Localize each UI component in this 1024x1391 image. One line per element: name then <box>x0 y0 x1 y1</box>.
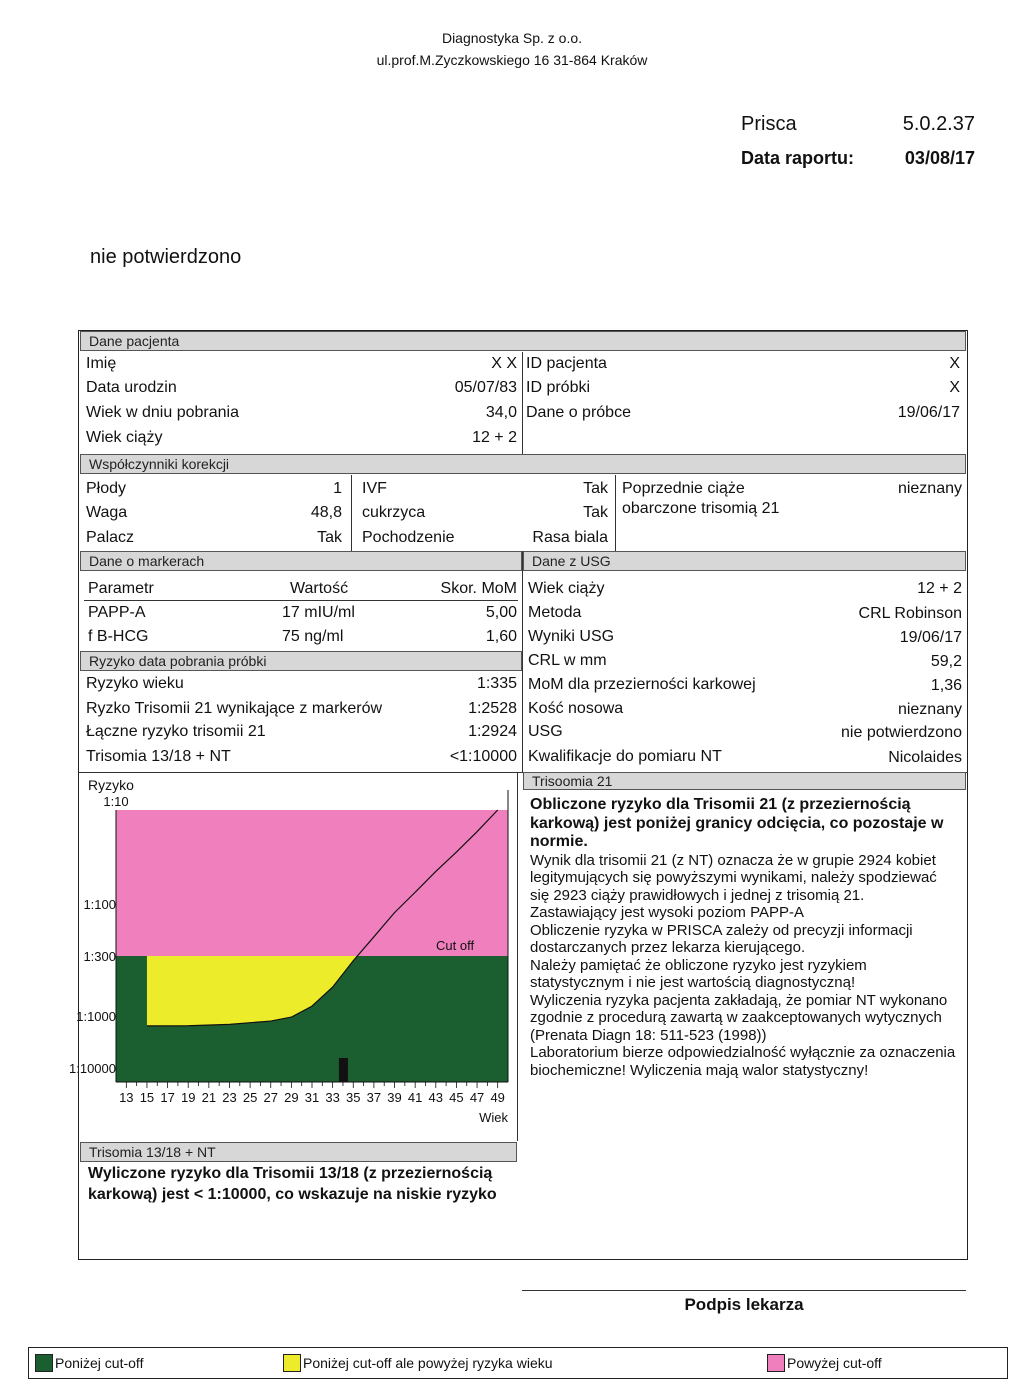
usg-label: Kwalifikacje do pomiaru NT <box>528 748 722 765</box>
correction-value: Tak <box>317 529 342 546</box>
section-markers: Dane o markerach <box>80 551 522 571</box>
risk-value: 1:2924 <box>468 723 517 740</box>
company-name: Diagnostyka Sp. z o.o. <box>441 30 583 46</box>
x-tick-label: 25 <box>242 1090 258 1105</box>
correction-value: 1 <box>333 480 342 497</box>
section-trisomy1318: Trisomia 13/18 + NT <box>80 1142 517 1162</box>
patient-label: Wiek w dniu pobrania <box>86 404 239 421</box>
usg-value: nie potwierdzono <box>841 724 962 741</box>
risk-value: <1:10000 <box>449 748 517 765</box>
divider <box>351 475 352 551</box>
patient-label: ID pacjenta <box>526 355 607 372</box>
legend-label: Powyżej cut-off <box>787 1355 882 1371</box>
correction-label: Płody <box>86 480 127 497</box>
correction-label: Waga <box>86 504 128 521</box>
usg-value: nieznany <box>897 701 962 718</box>
trisomy21-text <box>530 796 960 1079</box>
x-tick-label: 23 <box>222 1090 237 1105</box>
section-risk: Ryzyko data pobrania próbki <box>80 651 522 671</box>
patient-value: X X <box>491 355 517 372</box>
usg-label: USG <box>528 723 563 740</box>
divider <box>615 475 616 551</box>
company-address: ul.prof.M.Zyczkowskiego 16 31-864 Kraków <box>376 52 648 68</box>
x-tick-label: 47 <box>469 1090 485 1105</box>
section-patient: Dane pacjenta <box>80 331 966 351</box>
x-tick-label: 33 <box>325 1090 340 1105</box>
risk-label: Ryzyko wieku <box>86 675 184 692</box>
marker-value: 75 ng/ml <box>282 628 344 645</box>
patient-value: 12 + 2 <box>472 429 517 446</box>
marker-mom: 1,60 <box>485 628 517 645</box>
usg-value: 59,2 <box>930 653 962 670</box>
section-correction: Współczynniki korekcji <box>80 454 966 474</box>
patient-value: 05/07/83 <box>454 379 517 396</box>
marker-value: 17 mIU/ml <box>282 604 355 621</box>
correction-value: Rasa biala <box>532 529 608 546</box>
x-tick-label: 37 <box>366 1090 382 1105</box>
y-tick-label: 1:10 <box>103 794 129 809</box>
previous-pregnancy-label: obarczone trisomią 21 <box>622 500 780 517</box>
x-tick-label: 13 <box>119 1090 134 1105</box>
patient-label: ID próbki <box>526 379 591 396</box>
usg-value: CRL Robinson <box>858 605 962 622</box>
correction-value: 48,8 <box>310 504 342 521</box>
correction-label: IVF <box>362 480 387 497</box>
usg-label: Kość nosowa <box>528 700 624 717</box>
trisomy21-paragraph: Zastawiający jest wysoki poziom PAPP-A <box>530 904 804 921</box>
divider <box>522 551 523 773</box>
software-version: 5.0.2.37 <box>902 113 975 135</box>
legend-swatch-above <box>767 1354 785 1372</box>
x-tick-label: 29 <box>284 1090 299 1105</box>
markers-header-mom: Skor. MoM <box>440 580 517 597</box>
x-axis-title: Wiek <box>479 1110 508 1125</box>
y-tick-label: 1:10000 <box>69 1061 116 1076</box>
signature-line <box>522 1290 966 1291</box>
region-above-cutoff <box>116 810 508 956</box>
markers-header-value: Wartość <box>290 580 349 597</box>
correction-label: Pochodzenie <box>362 529 455 546</box>
divider <box>522 352 523 454</box>
x-tick-label: 45 <box>449 1090 464 1105</box>
y-tick-label: 1:100 <box>83 897 116 912</box>
usg-value: 1,36 <box>930 677 962 694</box>
x-tick-label: 19 <box>180 1090 196 1105</box>
x-tick-label: 17 <box>160 1090 175 1105</box>
correction-value: Tak <box>583 480 608 497</box>
usg-value: 12 + 2 <box>917 580 962 597</box>
patient-label: Wiek ciąży <box>86 429 163 446</box>
legend-label: Poniżej cut-off ale powyżej ryzyka wieku <box>303 1355 553 1371</box>
y-tick-label: 1:1000 <box>76 1009 116 1024</box>
x-tick-label: 43 <box>428 1090 444 1105</box>
x-tick-label: 31 <box>304 1090 320 1105</box>
patient-value: 19/06/17 <box>897 404 960 421</box>
divider <box>517 773 518 1141</box>
patient-value: X <box>949 379 960 396</box>
y-axis-title: Ryzyko <box>88 777 134 793</box>
x-tick-label: 27 <box>263 1090 278 1105</box>
risk-value: 1:335 <box>476 675 517 692</box>
legend-swatch-between <box>283 1354 301 1372</box>
marker-param: f B-HCG <box>88 628 149 645</box>
section-usg: Dane z USG <box>523 551 966 571</box>
trisomy21-paragraph: Wynik dla trisomii 21 (z NT) oznacza że w grupie 2924 kobiet legitymujących się powyższymi wynikami, należy spodziewać się 2923 ciąży prawidłowych i jednej z trisomią 21. <box>530 851 937 904</box>
x-tick-label: 41 <box>407 1090 423 1105</box>
patient-value: 34,0 <box>485 404 517 421</box>
divider <box>84 600 518 601</box>
marker-param: PAPP-A <box>88 604 146 621</box>
patient-age-marker <box>339 1058 348 1082</box>
patient-label: Data urodzin <box>86 379 177 396</box>
trisomy21-conclusion: Obliczone ryzyko dla Trisomii 21 (z przeziernością karkową) jest poniżej granicy odcięcia, co pozostaje w normie. <box>530 796 944 850</box>
legend <box>28 1347 1008 1379</box>
correction-value: Tak <box>583 504 608 521</box>
risk-label: Trisomia 13/18 + NT <box>86 748 231 765</box>
risk-label: Łączne ryzyko trisomii 21 <box>86 723 266 740</box>
x-tick-label: 35 <box>346 1090 361 1105</box>
trisomy21-paragraph: Wyliczenia ryzyka pacjenta zakładają, że pomiar NT wykonano zgodnie z procedurą zawartą w zaakceptowanych wytycznych (Prenata Diagn 18: 511-523 (1998)) <box>530 991 948 1044</box>
section-trisomy21: Trisoomia 21 <box>523 772 966 790</box>
x-tick-label: 21 <box>201 1090 217 1105</box>
patient-label: Imię <box>86 355 117 372</box>
markers-header-param: Parametr <box>88 580 154 597</box>
previous-pregnancy-label: Poprzednie ciąże <box>622 480 745 497</box>
risk-chart <box>69 774 516 1140</box>
report-date-label: Data raportu: <box>741 148 855 168</box>
confirmation-status: nie potwierdzono <box>90 246 242 268</box>
risk-label: Ryzko Trisomii 21 wynikające z markerów <box>86 700 383 717</box>
usg-label: Wiek ciąży <box>528 580 605 597</box>
usg-value: Nicolaides <box>888 749 962 766</box>
x-tick-label: 49 <box>490 1090 505 1105</box>
previous-pregnancy-value: nieznany <box>897 480 962 497</box>
correction-label: Palacz <box>86 529 135 546</box>
marker-mom: 5,00 <box>485 604 517 621</box>
software-name: Prisca <box>741 113 797 135</box>
usg-label: Metoda <box>528 604 582 621</box>
usg-label: Wyniki USG <box>528 628 615 645</box>
y-tick-label: 1:300 <box>83 949 116 964</box>
x-tick-label: 39 <box>387 1090 402 1105</box>
trisomy21-paragraph: Laboratorium bierze odpowiedzialność wyłącznie za oznaczenia biochemiczne! Wyliczenia mają walor statystyczny! <box>530 1044 956 1079</box>
patient-value: X <box>949 355 960 372</box>
correction-label: cukrzyca <box>362 504 426 521</box>
legend-label: Poniżej cut-off <box>55 1355 144 1371</box>
signature-label: Podpis lekarza <box>684 1295 804 1314</box>
legend-swatch-below <box>35 1354 53 1372</box>
usg-label: CRL w mm <box>528 652 607 669</box>
patient-label: Dane o próbce <box>526 404 631 421</box>
x-tick-label: 15 <box>139 1090 155 1105</box>
usg-label: MoM dla przezierności karkowej <box>528 676 756 693</box>
trisomy21-paragraph: Obliczenie ryzyka w PRISCA zależy od precyzji informacji dostarczanych przez lekarza kierującego. <box>530 921 913 956</box>
report-date: 03/08/17 <box>904 148 975 168</box>
risk-value: 1:2528 <box>468 700 517 717</box>
usg-value: 19/06/17 <box>899 629 962 646</box>
cutoff-label: Cut off <box>436 938 475 953</box>
trisomy21-paragraph: Należy pamiętać że obliczone ryzyko jest ryzykiem statystycznym i nie jest wartością diagnostyczną! <box>530 956 867 991</box>
trisomy1318-text: Wyliczone ryzyko dla Trisomii 13/18 (z przeziernością karkową) jest < 1:10000, co wskazuje na niskie ryzyko <box>88 1165 497 1203</box>
